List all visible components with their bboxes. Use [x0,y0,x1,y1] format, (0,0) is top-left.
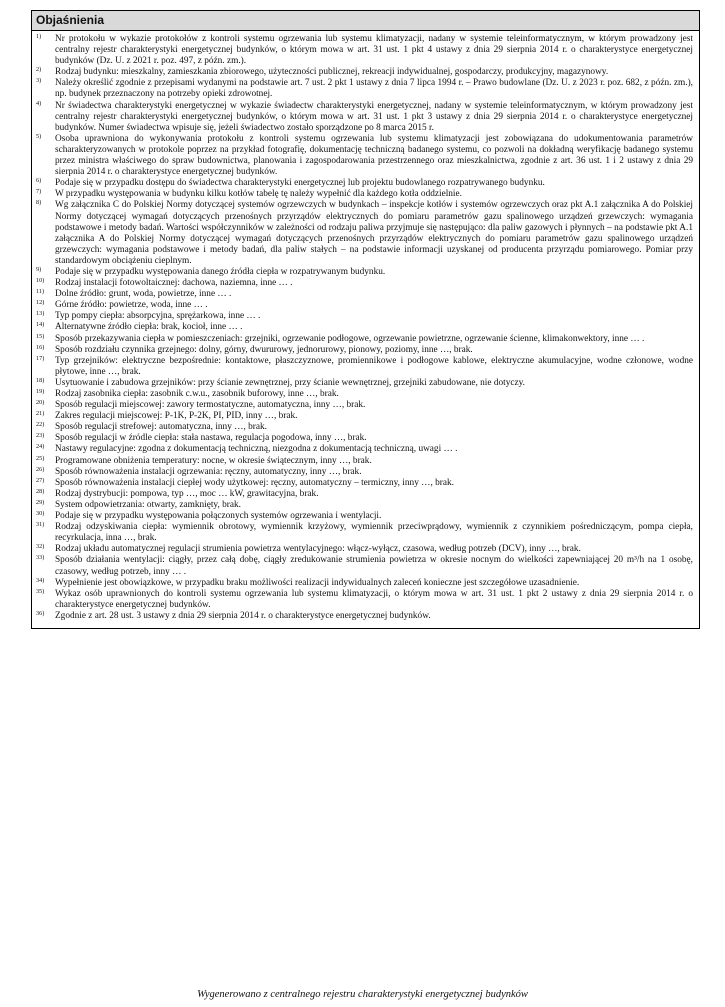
footnote-item [36,278,693,289]
footnote-number: 25) [36,454,45,462]
footnote-number: 32) [36,543,45,551]
footnote-number: 18) [36,376,45,384]
footnote-item [36,78,693,100]
footnote-text: Nr świadectwa charakterystyki energetycznej w wykazie świadectw charakterystyki energetycznej, nadany w systemie teleinformatycznym, w którym prowadzony jest centralny rejestr charakterystyki energetycznej budynków, o którym mowa w art. 31 ust. 1 pkt 3 ustawy z dnia 29 sierpnia 2014 r. o charakterystyce energetycznej budynków. Numer świadectwa wpisuje się, jeżeli świadectwo zostało sporządzone po 8 marca 2015 r. [55,100,693,133]
explanations-box [31,10,700,629]
footnote-text: Nastawy regulacyjne: zgodna z dokumentacją techniczną, niezgodna z dokumentacją techniczną, uwagi … . [55,444,458,455]
footnote-text: Wg załącznika C do Polskiej Normy dotyczącej systemów ogrzewczych w budynkach – inspekcje kotłów i systemów ogrzewczych oraz pkt A.1 załącznika A do Polskiej Normy dotyczącej wymagań dotyczących przenośnych przyrządów elektrycznych do pomiaru parametrów gazu spalinowego urządzeń grzewczych: wymagania podstawowe i metody badań. Wartości współczynników w zależności od rodzaju paliwa przyjmuje się następująco: dla paliw gazowych i płynnych – na podstawie pkt A.1 załącznika A do Polskiej Normy dotyczącej wymagań dotyczących przenośnych przyrządów elektrycznych do pomiaru parametrów gazu spalinowego urządzeń grzewczych: wymagania podstawowe i metody badań, dla paliw stałych – na podstawie informacji uzyskanej od producenta przyrządu pomiarowego. Pomiar przy standardowym obciążeniu cieplnym. [55,200,693,266]
footnote-number: 5) [36,132,42,140]
footnote-number: 26) [36,465,45,473]
footnote-number: 12) [36,299,45,307]
footnote-text: Sposób regulacji strefowej: automatyczna, inny …, brak. [55,422,267,433]
footnote-text: Zgodnie z art. 28 ust. 3 ustawy z dnia 29 sierpnia 2014 r. o charakterystyce energetycznej budynków. [55,610,431,621]
footnote-number: 3) [36,77,42,85]
footnote-number: 23) [36,432,45,440]
footnote-item [36,400,693,411]
footnote-number: 6) [36,177,42,185]
footnote-text: Sposób równoważenia instalacji ciepłej wody użytkowej: ręczny, automatyczny – termiczny, inny …, brak. [55,477,454,488]
footnote-text: Podaje się w przypadku występowania połączonych systemów ogrzewania i wentylacji. [55,511,382,522]
footnote-item [36,134,693,178]
footnote-text: Programowane obniżenia temperatury: nocne, w okresie świątecznym, inny …, brak. [55,455,372,466]
footnote-item [36,334,693,345]
footnote-item [36,345,693,356]
footnote-text: Usytuowanie i zabudowa grzejników: przy ścianie zewnętrznej, przy ścianie wewnętrznej, grzejniki zabudowane, nie dotyczy. [55,377,525,388]
footnote-text: System odpowietrzania: otwarty, zamknięty, brak. [55,499,241,510]
footnote-number: 31) [36,521,45,529]
footnote-number: 14) [36,321,45,329]
footnote-number: 20) [36,399,45,407]
footnote-text: Podaje się w przypadku występowania danego źródła ciepła w rozpatrywanym budynku. [55,266,386,277]
footnote-text: Rodzaj instalacji fotowoltaicznej: dachowa, naziemna, inne … . [55,278,293,289]
footnote-text: Sposób przekazywania ciepła w pomieszczeniach: grzejniki, ogrzewanie podłogowe, ogrzewanie powietrzne, ogrzewanie ścienne, klimakonwektory, inne … . [55,333,645,344]
footnote-number: 1) [36,33,42,40]
footnote-number: 22) [36,421,45,429]
footnote-text: Wypełnienie jest obowiązkowe, w przypadku braku możliwości realizacji indywidualnych zaleceń konieczne jest szczegółowe uzasadnienie. [55,577,580,588]
footnote-text: Rodzaj dystrybucji: pompowa, typ …, moc … kW, grawitacyjna, brak. [55,488,319,499]
footnote-item [36,200,693,267]
footnote-number: 2) [36,66,42,74]
footnote-number: 17) [36,354,45,362]
footnote-text: Rodzaj układu automatycznej regulacji strumienia powietrza wentylacyjnego: włącz-wyłącz, czasowa, według potrzeb (DCV), inny …, brak. [55,544,581,555]
footnote-item [36,67,693,78]
footnote-item [36,267,693,278]
footnote-item [36,544,693,555]
footnote-number: 16) [36,343,45,351]
footnote-item [36,444,693,455]
footnote-item [36,456,693,467]
footnote-number: 35) [36,587,45,595]
footnote-text: Sposób równoważenia instalacji ogrzewania: ręczny, automatyczny, inny …, brak. [55,466,362,477]
footnote-text: Nr protokołu w wykazie protokołów z kontroli systemu ogrzewania lub systemu klimatyzacji, nadany w systemie teleinformatycznym, w którym prowadzony jest centralny rejestr charakterystyki energetycznej budynków, o którym mowa w art. 31 ust. 1 pkt 4 ustawy z dnia 29 sierpnia 2014 r. o charakterystyce energetycznej budynków (Dz. U. z 2021 r. poz. 497, z późn. zm.). [55,34,693,67]
footnote-item [36,433,693,444]
footnote-item [36,589,693,611]
page-footer: Wygenerowano z centralnego rejestru charakterystyki energetycznej budynków [197,989,528,1000]
footnote-item [36,311,693,322]
footnote-number: 29) [36,498,45,506]
footnote-text: Typ pompy ciepła: absorpcyjna, sprężarkowa, inne … . [55,311,261,322]
footnote-number: 28) [36,487,45,495]
footnote-number: 9) [36,265,42,273]
footnote-item [36,411,693,422]
footnote-item [36,511,693,522]
footnote-item [36,356,693,378]
footnote-item [36,389,693,400]
footnote-text: Alternatywne źródło ciepła: brak, kocioł, inne … . [55,322,243,333]
footnote-item [36,578,693,589]
footnote-item [36,467,693,478]
footnote-number: 30) [36,510,45,518]
footnote-item [36,101,693,134]
footnote-item [36,522,693,544]
footnote-item [36,34,693,67]
footnote-text: Sposób regulacji w źródle ciepła: stała nastawa, regulacja pogodowa, inny …, brak. [55,433,367,444]
footnote-text: Rodzaj budynku: mieszkalny, zamieszkania zbiorowego, użyteczności publicznej, rekreacji indywidualnej, gospodarczy, produkcyjny, magazynowy. [55,67,609,78]
footnote-number: 10) [36,277,45,285]
footnote-item [36,422,693,433]
footnote-item [36,489,693,500]
footnote-item [36,478,693,489]
footnote-text: Osoba uprawniona do wykonywania protokołu z kontroli systemu ogrzewania lub systemu klimatyzacji jest zobowiązana do udokumentowania parametrów scharakteryzowanych w protokole poprzez na przykład fotografię, dokumentację techniczną badanego systemu, co pozwoli na dokładną weryfikację badanego systemu przez ministra właściwego do spraw budownictwa, planowania i zagospodarowania przestrzennego oraz mieszkalnictwa, zgodnie z art. 36 ust. 1 i 2 ustawy z dnia 29 sierpnia 2014 r. o charakterystyce energetycznej budynków. [55,133,693,178]
footnote-number: 36) [36,609,45,617]
footnote-text: W przypadku występowania w budynku kilku kotłów tabelę tę należy wypełnić dla każdego kotła oddzielnie. [55,189,462,200]
footnote-number: 4) [36,99,42,107]
footnote-number: 21) [36,410,45,418]
footnote-item [36,611,693,622]
footnote-number: 15) [36,332,45,340]
footnote-number: 8) [36,199,42,207]
footnote-text: Wykaz osób uprawnionych do kontroli systemu ogrzewania lub systemu klimatyzacji, o którym mowa w art. 31 ust. 1 pkt 2 ustawy z dnia 29 sierpnia 2014 r. o charakterystyce energetycznej budynków. [55,588,693,610]
footnote-text: Sposób rozdziału czynnika grzejnego: dolny, górny, dwururowy, jednorurowy, pionowy, poziomy, inne …, brak. [55,344,473,355]
footnote-number: 11) [36,288,45,296]
footnote-text: Sposób regulacji miejscowej: zawory termostatyczne, automatyczna, inny …, brak. [55,400,366,411]
footnote-number: 19) [36,388,45,395]
footnote-item [36,300,693,311]
footnote-item [36,189,693,200]
footnote-text: Rodzaj odzyskiwania ciepła: wymiennik obrotowy, wymiennik krzyżowy, wymiennik przeciwprądowy, wymiennik z czynnikiem pośredniczącym, pompa ciepła, recyrkulacja, inna …, brak. [55,522,693,544]
footnote-number: 13) [36,310,45,318]
footnote-number: 24) [36,443,45,451]
footnote-text: Podaje się w przypadku dostępu do świadectwa charakterystyki energetycznej lub projektu budowlanego rozpatrywanego budynku. [55,178,545,189]
footnote-number: 27) [36,476,45,484]
footnote-item [36,500,693,511]
footnote-item [36,178,693,189]
footnote-text: Typ grzejników: elektryczne bezpośrednie: kontaktowe, płaszczyznowe, promiennikowe i podłogowe kablowe, elektryczne akumulacyjne, wodne członowe, wodne płytowe, inne …, brak. [55,355,693,377]
footnote-number: 33) [36,554,45,562]
section-title: Objaśnienia [32,11,699,31]
footnote-text: Należy określić zgodnie z przepisami wydanymi na podstawie art. 7 ust. 2 pkt 1 ustawy z dnia 7 lipca 1994 r. – Prawo budowlane (Dz. U. z 2023 r. poz. 682, z późn. zm.), np. budynek przeznaczony na potrzeby opieki zdrowotnej. [55,78,693,100]
footnote-item [36,555,693,577]
footnote-item [36,378,693,389]
footnote-text: Zakres regulacji miejscowej: P-1K, P-2K, PI, PID, inny …, brak. [55,411,298,422]
footnote-text: Górne źródło: powietrze, woda, inne … . [55,300,208,311]
footnote-text: Rodzaj zasobnika ciepła: zasobnik c.w.u., zasobnik buforowy, inne …, brak. [55,389,339,399]
footnote-text: Sposób działania wentylacji: ciągły, przez całą dobę, ciągły zredukowanie strumienia powietrza w okresie nocnym do wielkości zapewniającej 20 m³/h na 1 osobę, czasowy, według potrzeb, inny … . [55,555,693,577]
footnote-item [36,289,693,300]
footnote-number: 34) [36,576,45,584]
footnote-item [36,322,693,333]
footnote-text: Dolne źródło: grunt, woda, powietrze, inne … . [55,289,232,300]
footnotes-list [32,31,699,628]
footnote-number: 7) [36,188,42,196]
